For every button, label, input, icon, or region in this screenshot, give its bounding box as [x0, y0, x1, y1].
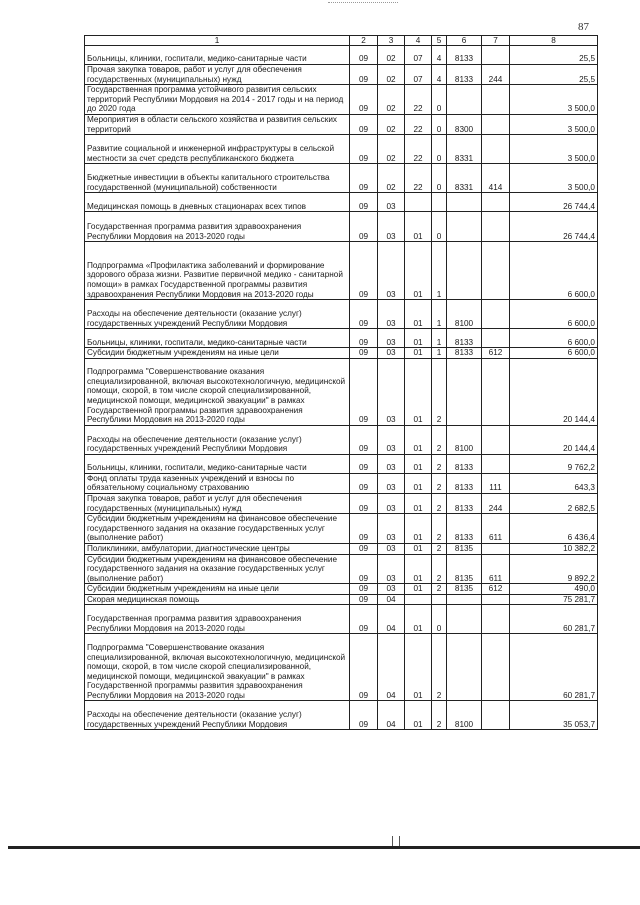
code-section: 02	[378, 114, 405, 134]
row-name: Расходы на обеспечение деятельности (оказание услуг) государственных учреждений Республики Мордовия	[85, 701, 350, 730]
table-row	[85, 348, 598, 359]
code-target: 8135	[447, 543, 482, 554]
row-sum: 26 744,4	[510, 193, 598, 212]
row-name: Больницы, клиники, госпитали, медико-санитарные части	[85, 46, 350, 65]
table-row	[85, 473, 598, 493]
code-target: 8133	[447, 473, 482, 493]
code-expense-type: 612	[482, 584, 510, 595]
code-expense-type	[482, 425, 510, 454]
table-row	[85, 514, 598, 544]
code-ministry: 09	[350, 46, 378, 65]
code-ministry: 09	[350, 605, 378, 634]
row-sum: 643,3	[510, 473, 598, 493]
code-subprogram: 2	[432, 584, 447, 595]
table-row	[85, 46, 598, 65]
code-expense-type: 414	[482, 164, 510, 193]
code-target	[447, 242, 482, 300]
row-sum: 9 892,2	[510, 554, 598, 584]
code-ministry: 09	[350, 493, 378, 513]
code-expense-type	[482, 594, 510, 605]
code-section: 02	[378, 65, 405, 85]
column-header: 2	[350, 36, 378, 46]
row-name: Государственная программа развития здравоохранения Республики Мордовия на 2013-2020 годы	[85, 212, 350, 242]
code-subprogram: 2	[432, 454, 447, 473]
code-subprogram: 4	[432, 46, 447, 65]
row-sum: 3 500,0	[510, 135, 598, 164]
code-expense-type	[482, 85, 510, 115]
footer-scan-mark	[392, 836, 400, 846]
code-section: 02	[378, 85, 405, 115]
code-expense-type	[482, 358, 510, 425]
code-section: 04	[378, 605, 405, 634]
code-subprogram: 2	[432, 473, 447, 493]
code-program: 01	[405, 454, 432, 473]
code-section: 04	[378, 634, 405, 701]
code-section: 03	[378, 514, 405, 544]
code-program: 01	[405, 242, 432, 300]
row-sum: 25,5	[510, 46, 598, 65]
code-subprogram: 4	[432, 65, 447, 85]
code-ministry: 09	[350, 543, 378, 554]
table-row	[85, 634, 598, 701]
code-target	[447, 85, 482, 115]
code-section: 02	[378, 46, 405, 65]
code-ministry: 09	[350, 634, 378, 701]
code-subprogram: 0	[432, 135, 447, 164]
column-header: 8	[510, 36, 598, 46]
row-name: Подпрограмма "Совершенствование оказания специализированной, включая высокотехнологичную, медицинской помощи, скорой, в том числе скорой специализированной, медицинской помощи, медицинской эвакуации" в рамках Государственной программы развития здравоохранения Республики Мордовия на 2013-2020 годы	[85, 358, 350, 425]
code-program: 22	[405, 164, 432, 193]
table-row	[85, 701, 598, 730]
code-program: 22	[405, 135, 432, 164]
code-ministry: 09	[350, 584, 378, 595]
code-section: 03	[378, 543, 405, 554]
footer-divider	[8, 846, 640, 849]
code-ministry: 09	[350, 473, 378, 493]
code-subprogram: 0	[432, 164, 447, 193]
row-name: Фонд оплаты труда казенных учреждений и взносы по обязательному социальному страхованию	[85, 473, 350, 493]
code-expense-type: 111	[482, 473, 510, 493]
table-row	[85, 300, 598, 329]
row-sum: 6 600,0	[510, 242, 598, 300]
table-row	[85, 164, 598, 193]
code-program	[405, 594, 432, 605]
budget-table	[84, 35, 598, 730]
column-header: 3	[378, 36, 405, 46]
code-program: 01	[405, 584, 432, 595]
code-section: 03	[378, 329, 405, 348]
row-sum: 60 281,7	[510, 605, 598, 634]
code-subprogram: 1	[432, 348, 447, 359]
code-subprogram: 2	[432, 554, 447, 584]
row-name: Больницы, клиники, госпитали, медико-санитарные части	[85, 329, 350, 348]
code-program: 01	[405, 493, 432, 513]
code-program: 01	[405, 348, 432, 359]
code-expense-type	[482, 701, 510, 730]
table-row	[85, 135, 598, 164]
code-subprogram: 2	[432, 514, 447, 544]
row-name: Медицинская помощь в дневных стационарах всех типов	[85, 193, 350, 212]
code-expense-type: 244	[482, 65, 510, 85]
table-row	[85, 454, 598, 473]
code-program: 01	[405, 514, 432, 544]
column-header: 4	[405, 36, 432, 46]
code-section: 03	[378, 473, 405, 493]
code-target: 8133	[447, 348, 482, 359]
code-target: 8100	[447, 701, 482, 730]
table-header-row	[85, 36, 598, 46]
table-row	[85, 594, 598, 605]
top-scan-mark	[328, 2, 398, 9]
table-row	[85, 193, 598, 212]
code-expense-type: 244	[482, 493, 510, 513]
code-target: 8133	[447, 454, 482, 473]
code-program: 01	[405, 701, 432, 730]
row-name: Бюджетные инвестиции в объекты капитального строительства государственной (муниципальной) собственности	[85, 164, 350, 193]
code-section: 03	[378, 425, 405, 454]
row-sum: 20 144,4	[510, 425, 598, 454]
column-header: 7	[482, 36, 510, 46]
row-name: Прочая закупка товаров, работ и услуг для обеспечения государственных (муниципальных) нужд	[85, 65, 350, 85]
code-section: 02	[378, 135, 405, 164]
row-sum: 20 144,4	[510, 358, 598, 425]
code-ministry: 09	[350, 348, 378, 359]
code-program: 01	[405, 473, 432, 493]
code-expense-type	[482, 605, 510, 634]
code-ministry: 09	[350, 425, 378, 454]
table-row	[85, 554, 598, 584]
table-row	[85, 425, 598, 454]
column-header: 5	[432, 36, 447, 46]
row-name: Мероприятия в области сельского хозяйства и развития сельских территорий	[85, 114, 350, 134]
table-row	[85, 358, 598, 425]
code-section: 04	[378, 701, 405, 730]
row-name: Субсидии бюджетным учреждениям на финансовое обеспечение государственного задания на оказание государственных услуг (выполнение работ)	[85, 554, 350, 584]
row-sum: 6 600,0	[510, 348, 598, 359]
code-expense-type: 611	[482, 554, 510, 584]
code-subprogram: 1	[432, 242, 447, 300]
row-sum: 6 600,0	[510, 300, 598, 329]
code-section: 03	[378, 242, 405, 300]
code-expense-type	[482, 242, 510, 300]
code-target	[447, 634, 482, 701]
row-sum: 2 682,5	[510, 493, 598, 513]
code-ministry: 09	[350, 329, 378, 348]
code-subprogram	[432, 594, 447, 605]
code-program: 07	[405, 46, 432, 65]
code-expense-type	[482, 634, 510, 701]
table-row	[85, 584, 598, 595]
row-name: Субсидии бюджетным учреждениям на финансовое обеспечение государственного задания на оказание государственных услуг (выполнение работ)	[85, 514, 350, 544]
code-ministry: 09	[350, 701, 378, 730]
code-program: 22	[405, 85, 432, 115]
row-name: Поликлиники, амбулатории, диагностические центры	[85, 543, 350, 554]
code-program: 01	[405, 425, 432, 454]
code-program: 01	[405, 212, 432, 242]
code-ministry: 09	[350, 164, 378, 193]
code-ministry: 09	[350, 594, 378, 605]
row-sum: 25,5	[510, 65, 598, 85]
table-row	[85, 605, 598, 634]
table-row	[85, 65, 598, 85]
code-expense-type	[482, 212, 510, 242]
row-sum: 75 281,7	[510, 594, 598, 605]
row-sum: 6 436,4	[510, 514, 598, 544]
row-sum: 26 744,4	[510, 212, 598, 242]
code-section: 03	[378, 212, 405, 242]
code-subprogram	[432, 193, 447, 212]
code-target	[447, 193, 482, 212]
code-target: 8133	[447, 329, 482, 348]
code-subprogram: 0	[432, 605, 447, 634]
code-section: 03	[378, 584, 405, 595]
code-expense-type	[482, 193, 510, 212]
code-subprogram: 2	[432, 358, 447, 425]
code-program: 01	[405, 543, 432, 554]
code-section: 03	[378, 193, 405, 212]
code-target: 8135	[447, 584, 482, 595]
row-sum: 6 600,0	[510, 329, 598, 348]
row-sum: 60 281,7	[510, 634, 598, 701]
code-program: 01	[405, 634, 432, 701]
code-target: 8331	[447, 135, 482, 164]
code-target: 8100	[447, 300, 482, 329]
row-sum: 10 382,2	[510, 543, 598, 554]
row-name: Государственная программа устойчивого развития сельских территорий Республики Мордовия на 2014 - 2017 годы и на период до 2020 года	[85, 85, 350, 115]
code-target	[447, 212, 482, 242]
code-ministry: 09	[350, 454, 378, 473]
row-name: Расходы на обеспечение деятельности (оказание услуг) государственных учреждений Республики Мордовия	[85, 425, 350, 454]
code-ministry: 09	[350, 135, 378, 164]
code-program: 22	[405, 114, 432, 134]
code-section: 02	[378, 164, 405, 193]
row-name: Субсидии бюджетным учреждениям на иные цели	[85, 584, 350, 595]
code-ministry: 09	[350, 554, 378, 584]
code-target: 8133	[447, 46, 482, 65]
code-subprogram: 2	[432, 634, 447, 701]
code-expense-type	[482, 46, 510, 65]
row-name: Больницы, клиники, госпитали, медико-санитарные части	[85, 454, 350, 473]
code-target	[447, 605, 482, 634]
row-name: Государственная программа развития здравоохранения Республики Мордовия на 2013-2020 годы	[85, 605, 350, 634]
code-section: 04	[378, 594, 405, 605]
code-program: 01	[405, 554, 432, 584]
code-expense-type: 611	[482, 514, 510, 544]
table-row	[85, 543, 598, 554]
code-section: 03	[378, 348, 405, 359]
code-subprogram: 0	[432, 85, 447, 115]
code-ministry: 09	[350, 114, 378, 134]
code-target: 8133	[447, 514, 482, 544]
table-row	[85, 329, 598, 348]
code-ministry: 09	[350, 85, 378, 115]
column-header: 6	[447, 36, 482, 46]
code-expense-type	[482, 135, 510, 164]
row-name: Подпрограмма «Профилактика заболеваний и формирование здорового образа жизни. Развитие первичной медико - санитарной помощи» в рамках Государственной программы развития здравоохранения Республики Мордовия на 2013-2020 годы	[85, 242, 350, 300]
code-subprogram: 0	[432, 212, 447, 242]
row-name: Развитие социальной и инженерной инфраструктуры в сельской местности за счет средств республиканского бюджета	[85, 135, 350, 164]
code-target	[447, 594, 482, 605]
row-sum: 3 500,0	[510, 114, 598, 134]
code-ministry: 09	[350, 212, 378, 242]
code-ministry: 09	[350, 242, 378, 300]
code-subprogram: 2	[432, 493, 447, 513]
code-subprogram: 1	[432, 329, 447, 348]
code-program: 07	[405, 65, 432, 85]
column-header: 1	[85, 36, 350, 46]
code-target: 8133	[447, 493, 482, 513]
code-program: 01	[405, 358, 432, 425]
code-expense-type: 612	[482, 348, 510, 359]
code-section: 03	[378, 358, 405, 425]
code-section: 03	[378, 554, 405, 584]
code-expense-type	[482, 329, 510, 348]
code-ministry: 09	[350, 300, 378, 329]
row-sum: 3 500,0	[510, 85, 598, 115]
code-subprogram: 2	[432, 701, 447, 730]
row-sum: 3 500,0	[510, 164, 598, 193]
code-expense-type	[482, 300, 510, 329]
code-subprogram: 2	[432, 425, 447, 454]
code-expense-type	[482, 114, 510, 134]
code-ministry: 09	[350, 193, 378, 212]
row-sum: 35 053,7	[510, 701, 598, 730]
code-expense-type	[482, 543, 510, 554]
table-row	[85, 85, 598, 115]
table-row	[85, 242, 598, 300]
code-program: 01	[405, 605, 432, 634]
row-sum: 9 762,2	[510, 454, 598, 473]
code-section: 03	[378, 493, 405, 513]
row-name: Подпрограмма "Совершенствование оказания специализированной, включая высокотехнологичную, медицинской помощи, скорой, в том числе скорой специализированной, медицинской помощи, медицинской эвакуации" в рамках Государственной программы развития здравоохранения Республики Мордовия на 2013-2020 годы	[85, 634, 350, 701]
code-section: 03	[378, 300, 405, 329]
code-ministry: 09	[350, 358, 378, 425]
row-sum: 490,0	[510, 584, 598, 595]
code-ministry: 09	[350, 65, 378, 85]
code-program	[405, 193, 432, 212]
table-row	[85, 212, 598, 242]
code-subprogram: 0	[432, 114, 447, 134]
code-program: 01	[405, 329, 432, 348]
page-number: 87	[578, 21, 589, 33]
code-expense-type	[482, 454, 510, 473]
code-target: 8133	[447, 65, 482, 85]
code-target	[447, 358, 482, 425]
code-subprogram: 1	[432, 300, 447, 329]
code-subprogram: 2	[432, 543, 447, 554]
code-target: 8135	[447, 554, 482, 584]
code-target: 8300	[447, 114, 482, 134]
code-program: 01	[405, 300, 432, 329]
table-row	[85, 493, 598, 513]
row-name: Скорая медицинская помощь	[85, 594, 350, 605]
table-row	[85, 114, 598, 134]
code-target: 8331	[447, 164, 482, 193]
row-name: Прочая закупка товаров, работ и услуг для обеспечения государственных (муниципальных) нужд	[85, 493, 350, 513]
row-name: Расходы на обеспечение деятельности (оказание услуг) государственных учреждений Республики Мордовия	[85, 300, 350, 329]
code-target: 8100	[447, 425, 482, 454]
table-body	[85, 46, 598, 730]
row-name: Субсидии бюджетным учреждениям на иные цели	[85, 348, 350, 359]
code-section: 03	[378, 454, 405, 473]
code-ministry: 09	[350, 514, 378, 544]
